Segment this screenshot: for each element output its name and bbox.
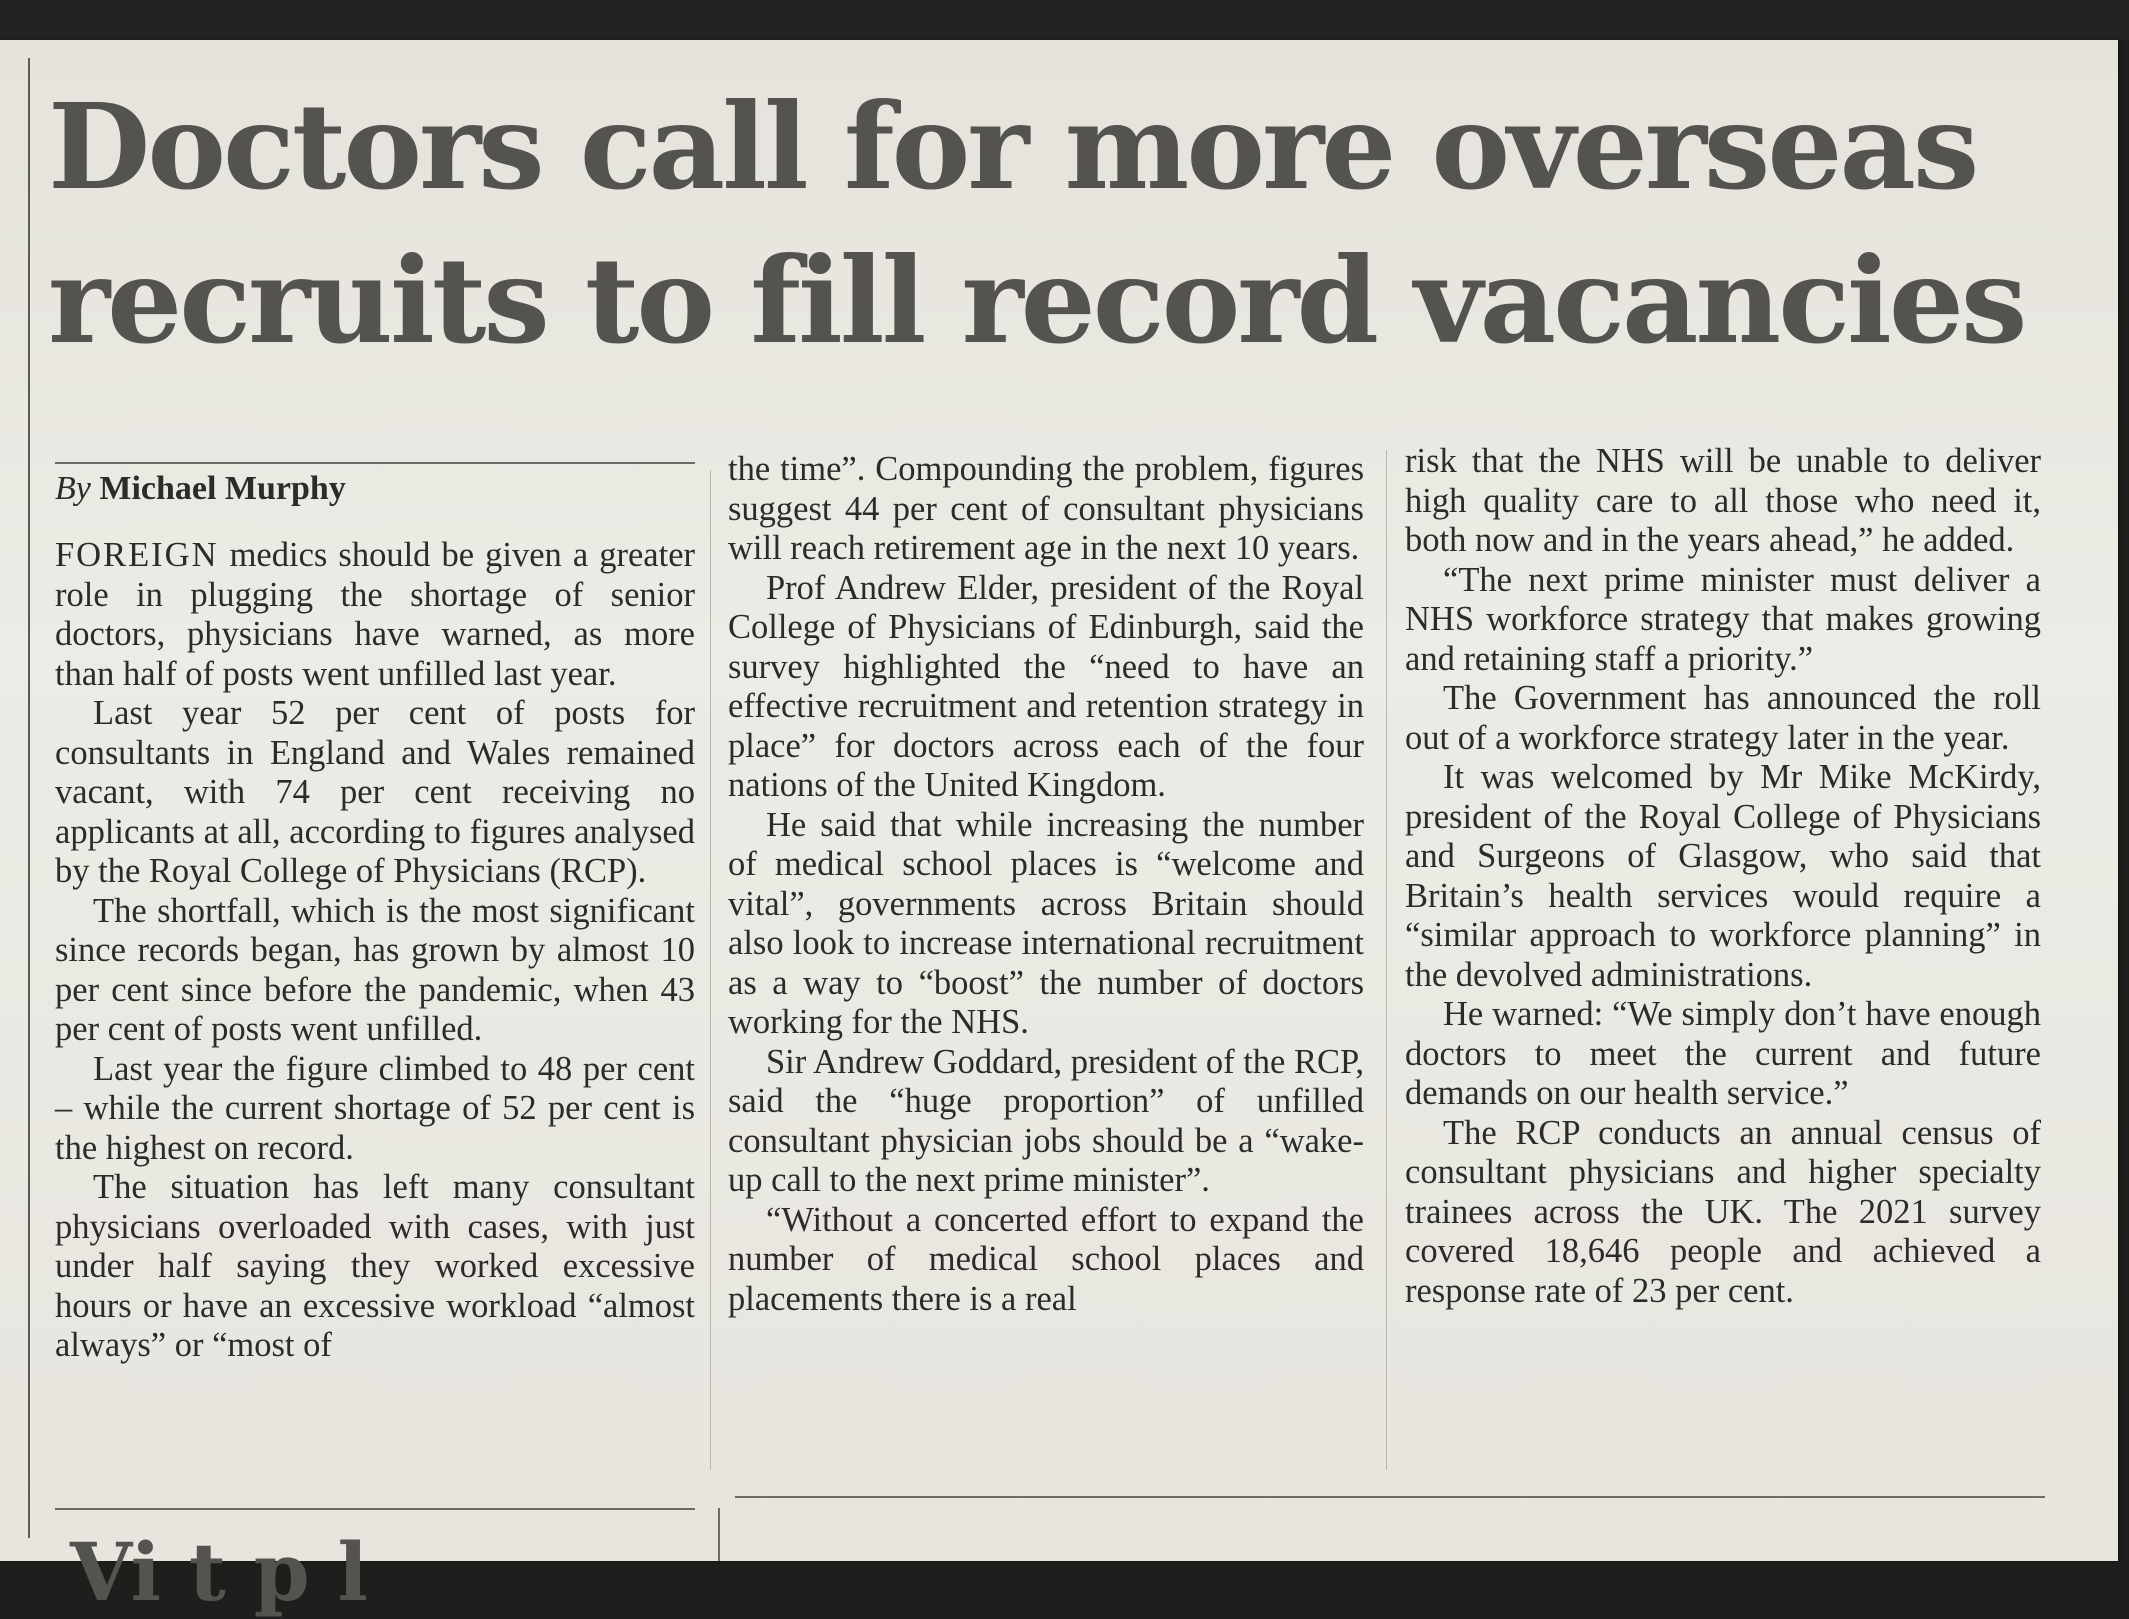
paragraph-text: medics should be given a greater role in plugging the shortage of senior doctors, physicians have warned, as more than half of posts went unfilled last year. (55, 536, 695, 693)
lead-word: FOREIGN (55, 536, 219, 574)
paragraph (55, 536, 695, 694)
bottom-column-divider (718, 1508, 720, 1561)
article-column-2 (728, 450, 1364, 1319)
article-column-1 (55, 536, 695, 1366)
paragraph: Last year 52 per cent of posts for consultants in England and Wales remained vacant, with 74 per cent receiving no applicants at all, according to figures analysed by the Royal College of Physicians (RCP). (55, 694, 695, 890)
headline (48, 70, 2048, 378)
byline-author: Michael Murphy (99, 470, 346, 507)
paragraph: The shortfall, which is the most significant since records began, has grown by almost 10 per cent since before the pandemic, when 43 per cent of posts went unfilled. (55, 891, 695, 1048)
paragraph: Sir Andrew Goddard, president of the RCP, said the “huge proportion” of unfilled consultant physician jobs should be a “wake-up call to the next prime minister”. (728, 1042, 1364, 1199)
byline (55, 470, 346, 508)
headline-line-2: recruits to fill record vacancies (48, 231, 2025, 370)
headline-line-1: Doctors call for more overseas (48, 77, 1977, 216)
article-column-3 (1405, 442, 2041, 1311)
paragraph: The RCP conducts an annual census of consultant physicians and higher specialty trainees across the UK. The 2021 survey covered 18,646 people and achieved a response rate of 23 per cent. (1405, 1113, 2041, 1310)
paragraph: Last year the figure climbed to 48 per cent – while the current shortage of 52 per cent is the highest on record. (55, 1049, 695, 1167)
paragraph: “Without a concerted effort to expand the number of medical school places and placements there is a real (728, 1200, 1364, 1318)
paragraph: the time”. Compounding the problem, figures suggest 44 per cent of consultant physicians will reach retirement age in the next 10 years. (728, 450, 1364, 567)
column-rule-left (28, 58, 30, 1538)
byline-rule (55, 462, 695, 464)
scan-background (0, 0, 2129, 40)
byline-prefix: By (55, 470, 91, 507)
paragraph: Prof Andrew Elder, president of the Royal College of Physicians of Edinburgh, said the survey highlighted the “need to have an effective recruitment and retention strategy in place” for doctors across each of the four nations of the United Kingdom. (728, 568, 1364, 804)
column-divider-1 (710, 470, 711, 1470)
paragraph: The Government has announced the roll out of a workforce strategy later in the year. (1405, 679, 2041, 757)
paragraph: “The next prime minister must deliver a NHS workforce strategy that makes growing and retaining staff a priority.” (1405, 560, 2041, 678)
paragraph: He said that while increasing the number of medical school places is “welcome and vital”, governments across Britain should also look to increase international recruitment as a way to “boost” the number of doctors working for the NHS. (728, 805, 1364, 1041)
bottom-rule-right (735, 1496, 2045, 1498)
paragraph: He warned: “We simply don’t have enough doctors to meet the current and future demands on our health service.” (1405, 995, 2041, 1112)
paragraph: It was welcomed by Mr Mike McKirdy, president of the Royal College of Physicians and Surgeons of Glasgow, who said that Britain’s health services would require a “similar approach to workforce planning” in the devolved administrations. (1405, 758, 2041, 994)
column-divider-2 (1386, 450, 1387, 1470)
paragraph: risk that the NHS will be unable to deliver high quality care to all those who need it, both now and in the years ahead,” he added. (1405, 442, 2041, 559)
bottom-rule-left (55, 1508, 695, 1510)
next-article-headline-fragment: Vi t p l (70, 1525, 368, 1619)
paragraph: The situation has left many consultant physicians overloaded with cases, with just under half saying they worked excessive hours or have an excessive workload “almost always” or “most of (55, 1168, 695, 1364)
